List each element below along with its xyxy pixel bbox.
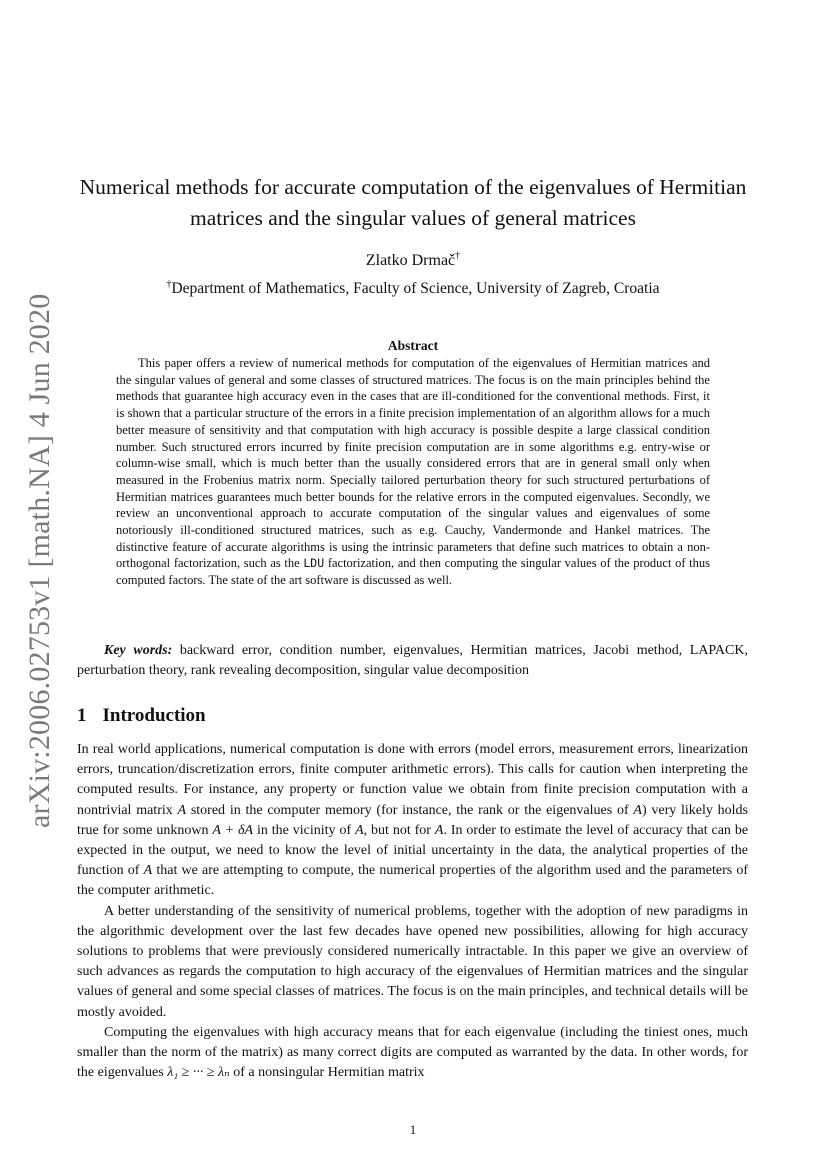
p1-text-a: In real world applications, numerical computation is done with errors (model errors, measurement errors, linearization errors, truncation/discretization errors, finite computer arithmetic errors). This calls for caution when interpreting the computed results. For instance, any property or function value we obtain from finite precision computation with a nontrivial matrix [77,742,748,818]
p1-math-perturbation: A + δA [212,822,254,838]
p1-math-a: A [434,822,444,838]
section-number: 1 [77,705,87,726]
abstract-ldu-term: LDU [303,556,325,571]
section-heading-introduction [77,704,206,728]
section-title: Introduction [102,705,206,726]
abstract-body [116,355,710,589]
arxiv-identifier: arXiv:2006.02753v1 [math.NA] 4 Jun 2020 [23,293,56,828]
abstract-heading: Abstract [387,338,439,353]
p1-math-a: A [177,802,187,818]
keywords-label: Key words: [104,643,173,658]
author-line [60,250,766,272]
keywords-text: backward error, condition number, eigenvalues, Hermitian matrices, Jacobi method, LAPACK, perturbation theory, rank revealing decomposition, singular value decomposition [77,643,748,678]
page-number: 1 [409,1122,417,1137]
p1-text-e: , but not for [363,822,431,838]
p1-text-c: ) very likely holds true for some unknown [77,802,748,838]
keywords-paragraph [77,641,748,681]
p1-text-b: stored in the computer memory (for instance, the rank or the eigenvalues of [190,802,629,818]
p1-text-g: that we are attempting to compute, the numerical properties of the algorithm used and the parameters of the computer arithmetic. [77,863,749,899]
affiliation-line [60,278,766,300]
p3-text-b: of a nonsingular Hermitian matrix [233,1065,425,1081]
paper-title: Numerical methods for accurate computation of the eigenvalues of Hermitian matrices and the singular values of general matrices [79,175,747,230]
intro-paragraph-1 [77,740,748,902]
author-footnote-mark: † [455,250,461,262]
author-name: Zlatko Drmač [365,252,456,269]
p3-text-a: Computing the eigenvalues with high accuracy means that for each eigenvalue (including the tiniest ones, much smaller than the norm of the matrix) as many correct digits are computed as warranted by the data. In other words, for the eigenvalues [77,1024,748,1081]
p1-text-d: in the vicinity of [256,822,352,838]
p1-math-a: A [143,863,153,879]
intro-paragraph-3 [77,1023,748,1084]
intro-paragraph-2: A better understanding of the sensitivity of numerical problems, together with the adoption of new paradigms in the algorithmic development over the last few decades have opened new possibilities, allowing for high accuracy solutions to problems that were previously considered numerically intractable. In this paper we give an overview of such advances as regards the computation to high accuracy of the eigenvalues of Hermitian matrices and the singular values of general and some special classes of matrices. The focus is on the main principles, and technical details will be mostly avoided. [77,903,748,1020]
p1-math-a: A [355,822,364,838]
abstract-text-part-1: This paper offers a review of numerical methods for computation of the eigenvalues of Hermitian matrices and the singular values of general and some classes of structured matrices. The focus is on the main principles behind the methods that guarantee high accuracy even in the cases that are ill-conditioned for the conventional methods. First, it is shown that a particular structure of the errors in a finite precision implementation of an algorithm allows for a much better measure of sensitivity and that computation with high accuracy is possible despite a large classical condition number. Such structured errors incurred by finite precision computation are in some algorithms e.g. entry-wise or column-wise small, which is much better than the usually considered errors that are in general small only when measured in the Frobenius matrix norm. Specially tailored perturbation theory for such structured perturbations of Hermitian matrices guarantees much better bounds for the relative errors in the computed eigenvalues. Secondly, we review an unconventional approach to accurate computation of the singular values and eigenvalues of some notoriously ill-conditioned structured matrices, such as e.g. Cauchy, Vandermonde and Hankel matrices. The distinctive feature of accurate algorithms is using the intrinsic parameters that define such matrices to obtain a non-orthogonal factorization, such as the [116,356,710,571]
p1-text-f: . In order to estimate the level of accuracy that can be expected in the output, we need to know the level of initial uncertainty in the data, the analytical properties of the function of [77,822,749,879]
introduction-body [77,740,748,1083]
affiliation-footnote-mark: † [166,278,172,290]
p3-math-eigenvalue-ordering: λ₁ ≥ ··· ≥ λₙ [167,1065,230,1081]
abstract-text-part-2: factorization, and then computing the singular values of the product of thus computed factors. The state of the art software is discussed as well. [116,556,711,588]
p1-math-a: A [633,802,642,818]
affiliation-text: Department of Mathematics, Faculty of Science, University of Zagreb, Croatia [171,280,660,297]
